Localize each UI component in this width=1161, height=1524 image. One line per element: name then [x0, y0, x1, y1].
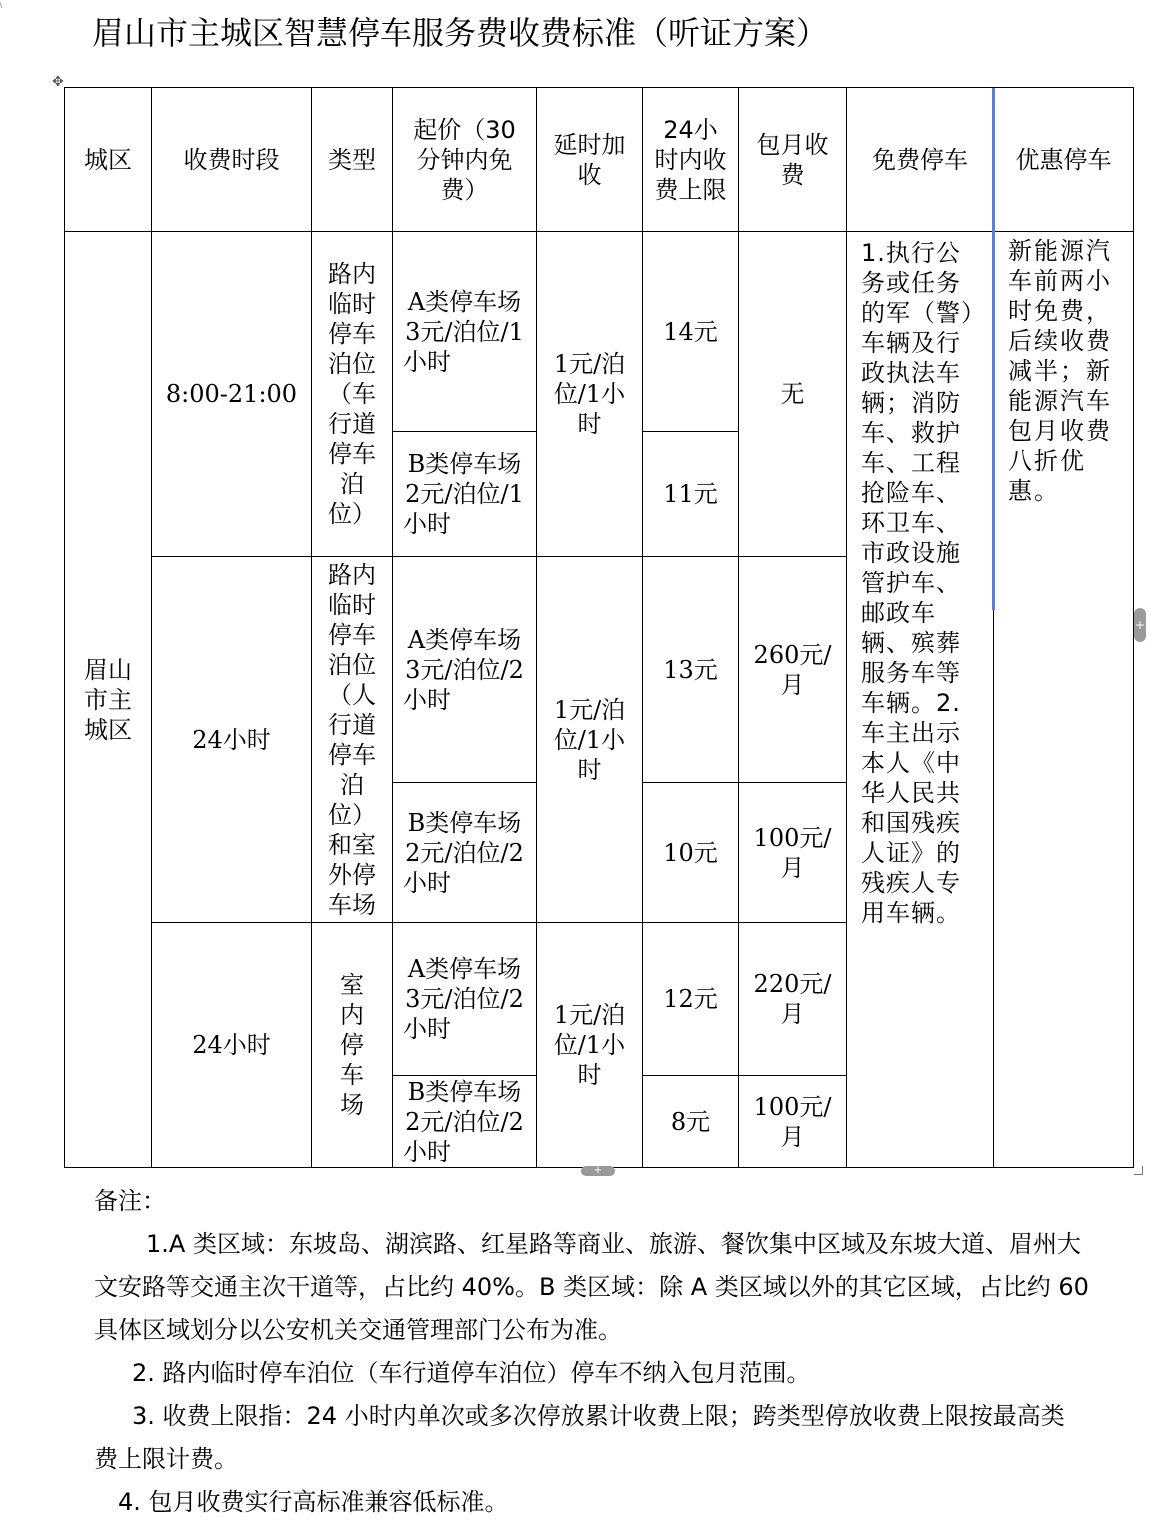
discount-parking-cell: 新能源汽车前两小时免费，后续收费减半；新能源汽车包月收费八折优惠。 — [994, 232, 1134, 1168]
header-period: 收费时段 — [152, 88, 312, 232]
header-free: 免费停车 — [847, 88, 994, 232]
table-resize-handle[interactable] — [1134, 1166, 1143, 1175]
period-cell: 24小时 — [152, 923, 312, 1168]
note-1-line-3: 具体区域划分以公安机关交通管理部门公布为准。 — [94, 1316, 622, 1344]
cap-cell: 10元 — [643, 783, 739, 923]
district-cell: 眉山市主城区 — [65, 232, 152, 1168]
start-price-cell: A类停车场3元/泊位/2小时 — [393, 557, 537, 783]
header-district: 城区 — [65, 88, 152, 232]
cap-cell: 11元 — [643, 432, 739, 557]
notes-label: 备注： — [94, 1187, 166, 1215]
monthly-cell: 100元/月 — [739, 783, 847, 923]
extension-cell: 1元/泊位/1小时 — [537, 923, 643, 1168]
header-discount: 优惠停车 — [994, 88, 1134, 232]
header-type: 类型 — [312, 88, 393, 232]
cap-cell: 14元 — [643, 232, 739, 432]
corner-mark — [0, 0, 10, 8]
monthly-cell: 无 — [739, 232, 847, 557]
monthly-cell: 100元/月 — [739, 1076, 847, 1168]
note-1-line-1: 1.A 类区域：东坡岛、湖滨路、红星路等商业、旅游、餐饮集中区域及东坡大道、眉州大 — [146, 1230, 1081, 1258]
free-parking-cell: 1.执行公务或任务的军（警）车辆及行政执法车辆；消防车、救护车、工程抢险车、环卫车、市政设施管护车、邮政车辆、殡葬服务车等车辆。2.车主出示本人《中华人民共和国残疾人证》的残疾人专用车辆。 — [847, 232, 994, 1168]
cursor-column-guide — [992, 88, 995, 610]
add-row-handle[interactable]: + — [581, 1166, 615, 1176]
start-price-cell: B类停车场2元/泊位/2小时 — [393, 1076, 537, 1168]
start-price-cell: B类停车场 2元/泊位/2小时 — [393, 783, 537, 923]
add-column-handle[interactable]: + — [1134, 608, 1146, 642]
start-price-cell: A类停车场 3元/泊位/2小时 — [393, 923, 537, 1076]
notes-section — [94, 1180, 1161, 1524]
header-cap: 24小时内收费上限 — [643, 88, 739, 232]
note-3-line-2: 费上限计费。 — [94, 1445, 238, 1473]
header-extension: 延时加收 — [537, 88, 643, 232]
type-cell: 路内临时停车泊位（人行道停车泊位）和室外停车场 — [312, 557, 393, 923]
header-start-price: 起价（30分钟内免费） — [393, 88, 537, 232]
page-title: 眉山市主城区智慧停车服务费收费标准（听证方案） — [92, 14, 829, 52]
cap-cell: 12元 — [643, 923, 739, 1076]
monthly-cell: 220元/月 — [739, 923, 847, 1076]
table-move-handle-icon[interactable]: ✥ — [52, 74, 64, 90]
note-1-line-2: 文安路等交通主次干道等，占比约 40%。B 类区域：除 A 类区域以外的其它区域，占比约 60 — [94, 1273, 1089, 1301]
note-3-line-1: 3. 收费上限指：24 小时内单次或多次停放累计收费上限；跨类型停放收费上限按最高类 — [132, 1402, 1065, 1430]
extension-cell: 1元/泊位/1小时 — [537, 557, 643, 923]
cap-cell: 8元 — [643, 1076, 739, 1168]
header-monthly: 包月收费 — [739, 88, 847, 232]
period-cell: 24小时 — [152, 557, 312, 923]
note-2: 2. 路内临时停车泊位（车行道停车泊位）停车不纳入包月范围。 — [132, 1359, 811, 1387]
start-price-cell: A类停车场 3元/泊位/1小时 — [393, 232, 537, 432]
monthly-cell: 260元/月 — [739, 557, 847, 783]
extension-cell: 1元/泊位/1小时 — [537, 232, 643, 557]
note-4: 4. 包月收费实行高标准兼容低标准。 — [118, 1488, 509, 1516]
fee-table — [64, 87, 1134, 1168]
cap-cell: 13元 — [643, 557, 739, 783]
start-price-cell: B类停车场 2元/泊位/1小时 — [393, 432, 537, 557]
type-cell: 室内停车场 — [312, 923, 393, 1168]
type-cell: 路内临时停车泊位（车行道停车泊位） — [312, 232, 393, 557]
period-cell: 8:00-21:00 — [152, 232, 312, 557]
